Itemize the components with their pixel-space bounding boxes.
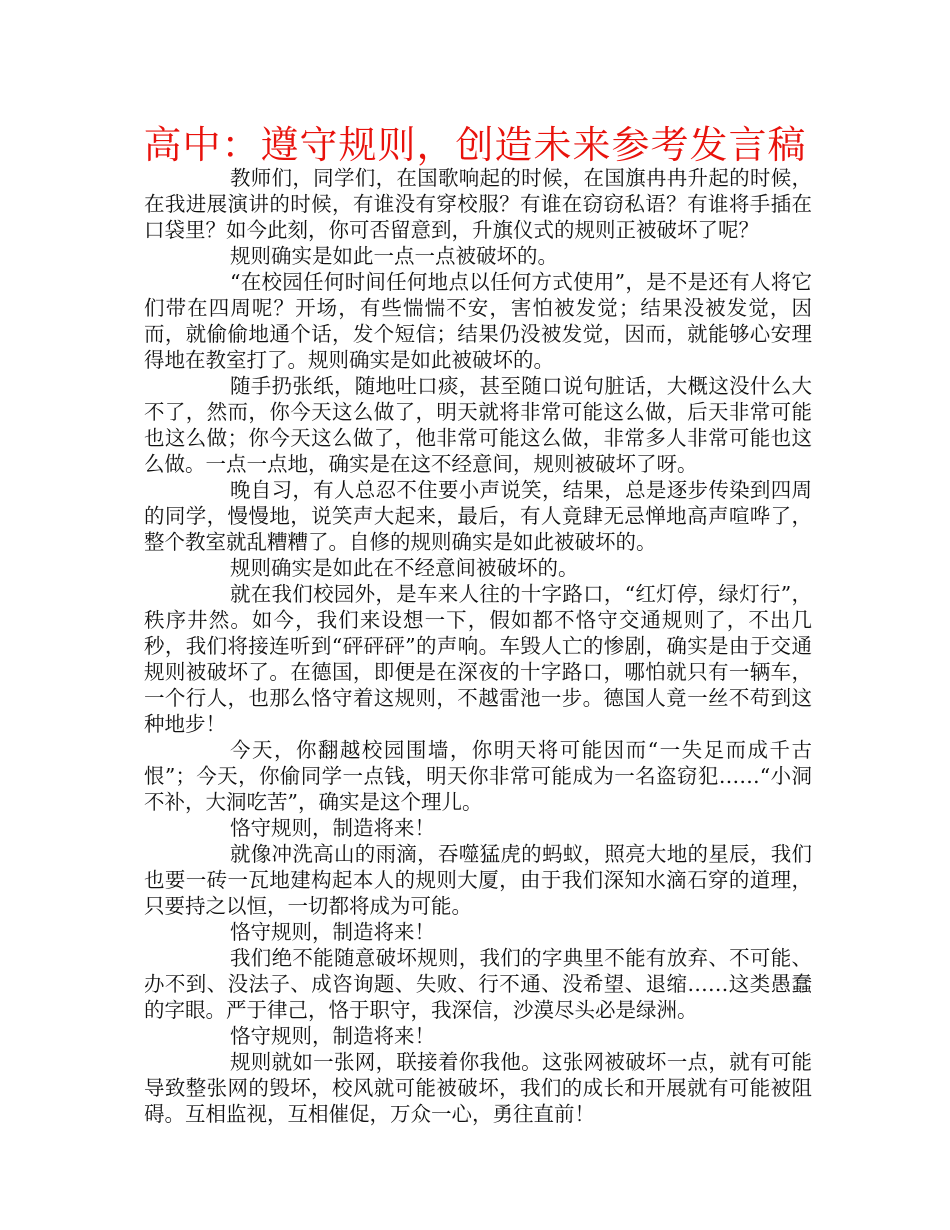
paragraph: 恪守规则，制造将来！ xyxy=(230,816,435,840)
paragraph: 就像冲洗高山的雨滴，吞噬猛虎的蚂蚁，照亮大地的星辰，我们也要一砖一瓦地建构起本人的规则大厦，由于我们深知水滴石穿的道理，只要持之以恒，一切都将成为可能。 xyxy=(144,842,812,918)
paragraph: 恪守规则，制造将来！ xyxy=(230,1024,435,1048)
paragraph: 规则确实是如此在不经意间被破坏的。 xyxy=(230,556,579,580)
paragraph: 规则确实是如此一点一点被破坏的。 xyxy=(230,244,558,268)
paragraph: 随手扔张纸，随地吐口痰，甚至随口说句脏话，大概这没什么大不了，然而，你今天这么做了，明天就将非常可能这么做，后天非常可能也这么做；你今天这么做了，他非常可能这么做，非常多人非常可能也这么做。一点一点地，确实是在这不经意间，规则被破坏了呀。 xyxy=(144,374,812,476)
paragraph: 教师们，同学们，在国歌响起的时候，在国旗冉冉升起的时候，在我进展演讲的时候，有谁没有穿校服？有谁在窃窃私语？有谁将手插在口袋里？如今此刻，你可否留意到，升旗仪式的规则正被破坏了呢？ xyxy=(144,166,812,242)
document-body xyxy=(144,165,812,1127)
paragraph: 恪守规则，制造将来！ xyxy=(230,920,435,944)
paragraph: 我们绝不能随意破坏规则，我们的字典里不能有放弃、不可能、办不到、没法子、成咨询题、失败、行不通、没希望、退缩……这类愚蠢的字眼。严于律己，恪于职守，我深信，沙漠尽头必是绿洲。 xyxy=(144,946,812,1022)
document-title: 高中：遵守规则，创造未来参考发言稿 xyxy=(143,123,807,167)
paragraph: 今天，你翻越校园围墙，你明天将可能因而“一失足而成千古恨”；今天，你偷同学一点钱，明天你非常可能成为一名盗窃犯……“小洞不补，大洞吃苦”，确实是这个理儿。 xyxy=(144,738,812,814)
paragraph: 就在我们校园外，是车来人往的十字路口，“红灯停，绿灯行”，秩序井然。如今，我们来设想一下，假如都不恪守交通规则了，不出几秒，我们将接连听到“砰砰砰”的声响。车毁人亡的惨剧，确实是由于交通规则被破坏了。在德国，即便是在深夜的十字路口，哪怕就只有一辆车，一个行人，也那么恪守着这规则，不越雷池一步。德国人竟一丝不苟到这种地步！ xyxy=(144,582,812,736)
paragraph: 规则就如一张网，联接着你我他。这张网被破坏一点，就有可能导致整张网的毁坏，校风就可能被破坏，我们的成长和开展就有可能被阻碍。互相监视，互相催促，万众一心，勇往直前！ xyxy=(144,1050,812,1126)
paragraph: 晚自习，有人总忍不住要小声说笑，结果，总是逐步传染到四周的同学，慢慢地，说笑声大起来，最后，有人竟肆无忌惮地高声喧哗了，整个教室就乱糟糟了。自修的规则确实是如此被破坏的。 xyxy=(144,478,812,554)
paragraph: “在校园任何时间任何地点以任何方式使用”，是不是还有人将它们带在四周呢？开场，有些惴惴不安，害怕被发觉；结果没被发觉，因而，就偷偷地通个话，发个短信；结果仍没被发觉，因而，就能够心安理得地在教室打了。规则确实是如此被破坏的。 xyxy=(144,270,812,372)
